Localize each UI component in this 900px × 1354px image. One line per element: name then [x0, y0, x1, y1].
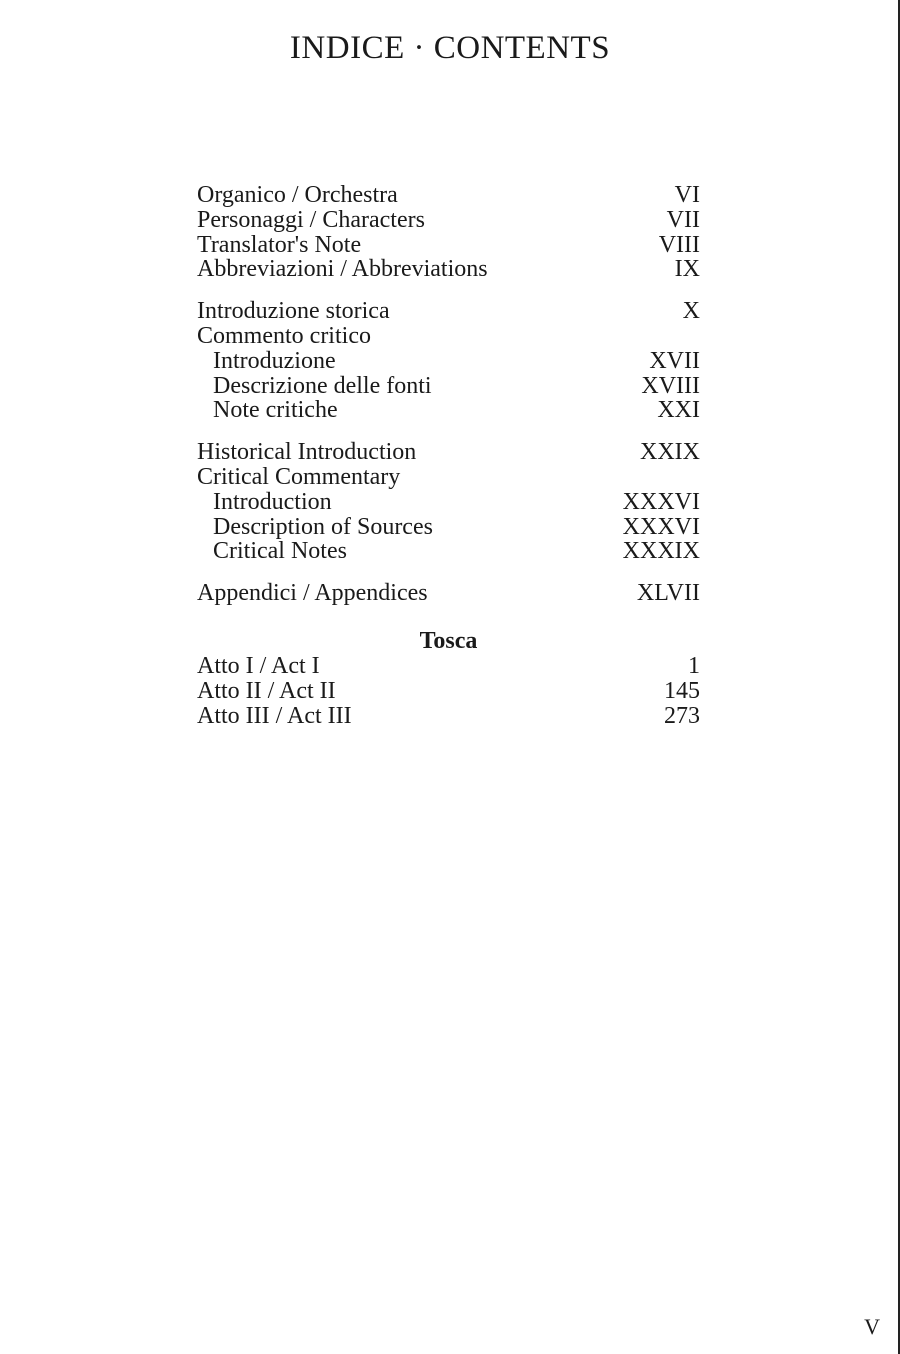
toc-page: 1	[688, 652, 700, 679]
toc-entry-atto-2[interactable]	[197, 679, 700, 704]
toc-page: XXXIX	[622, 538, 700, 565]
toc-page: XXIX	[640, 439, 700, 466]
toc-entry-critical-commentary[interactable]	[197, 465, 700, 490]
toc-entry-abbreviazioni[interactable]	[197, 257, 700, 282]
toc-entry-introduzione[interactable]	[197, 349, 700, 374]
toc-page: VI	[674, 182, 700, 208]
toc-label: Abbreviazioni / Abbreviations	[197, 256, 488, 283]
toc-label: Atto II / Act II	[197, 677, 336, 704]
work-title: Tosca	[419, 627, 478, 654]
toc-label: Descrizione delle fonti	[213, 372, 432, 399]
toc-entry-commento-critico[interactable]	[197, 324, 700, 349]
toc-label: Introduction	[213, 488, 332, 515]
toc-page: 273	[664, 702, 700, 729]
toc-entry-atto-3[interactable]	[197, 704, 700, 729]
toc-entry-note-critiche[interactable]	[197, 398, 700, 423]
toc-entry-historical-introduction[interactable]	[197, 440, 700, 465]
toc-page: XXI	[657, 397, 700, 424]
toc-label: Description of Sources	[213, 513, 433, 540]
toc-label: Atto I / Act I	[197, 652, 320, 679]
toc-label: Note critiche	[213, 397, 338, 424]
toc-entry-introduction[interactable]	[197, 490, 700, 515]
toc-label: Introduzione	[213, 347, 336, 374]
toc-page: XLVII	[636, 580, 700, 607]
toc-page: VII	[666, 206, 700, 233]
toc-page: 145	[664, 677, 700, 704]
toc-label: Personaggi / Characters	[197, 206, 425, 233]
spacer	[197, 564, 700, 581]
toc-label: Atto III / Act III	[197, 702, 352, 729]
toc-entry-personaggi[interactable]	[197, 208, 700, 233]
spacer	[197, 423, 700, 440]
toc-entry-translators-note[interactable]	[197, 233, 700, 258]
toc-page: XVIII	[641, 372, 700, 399]
page-title: INDICE · CONTENTS	[289, 30, 611, 66]
spacer	[197, 282, 700, 299]
toc-page: IX	[674, 256, 700, 283]
toc-label: Critical Commentary	[197, 463, 401, 490]
toc-label: Organico / Orchestra	[197, 182, 398, 208]
toc-page: XXXVI	[622, 513, 700, 540]
page-number: V	[864, 1314, 880, 1339]
toc-label: Appendici / Appendices	[197, 580, 428, 607]
toc-label: Commento critico	[197, 322, 371, 349]
toc-label: Critical Notes	[213, 538, 347, 565]
toc-page: XVII	[649, 347, 700, 374]
toc-entry-atto-1[interactable]	[197, 654, 700, 679]
toc-entry-descrizione-fonti[interactable]	[197, 374, 700, 399]
toc-entry-appendici[interactable]	[197, 581, 700, 606]
table-of-contents	[197, 183, 700, 728]
toc-entry-description-of-sources[interactable]	[197, 515, 700, 540]
spacer	[197, 606, 700, 628]
toc-page: XXXVI	[622, 488, 700, 515]
toc-label: Introduzione storica	[197, 298, 390, 325]
toc-label: Translator's Note	[197, 231, 362, 258]
toc-entry-critical-notes[interactable]	[197, 539, 700, 564]
toc-page: VIII	[658, 231, 700, 258]
toc-label: Historical Introduction	[197, 439, 417, 466]
toc-entry-organico[interactable]	[197, 183, 700, 208]
toc-page: X	[682, 298, 700, 325]
toc-entry-introduzione-storica[interactable]	[197, 299, 700, 324]
